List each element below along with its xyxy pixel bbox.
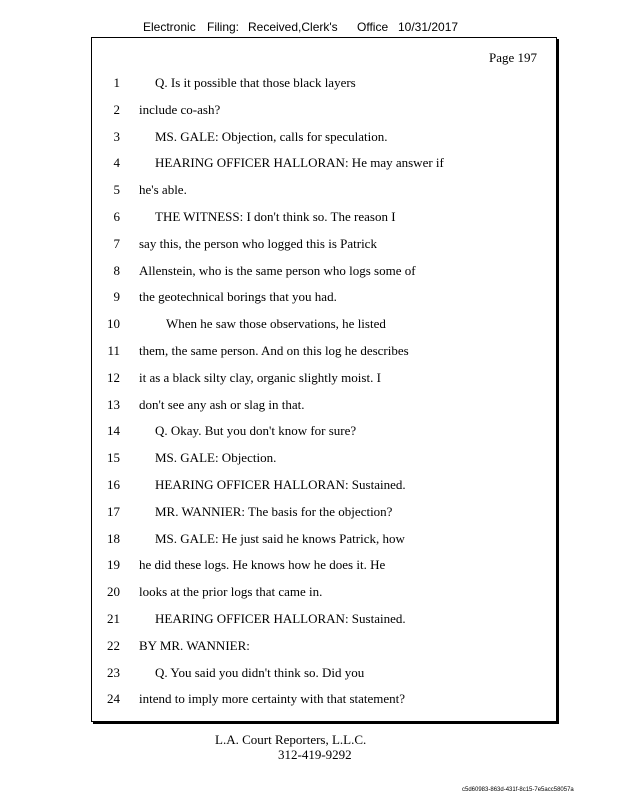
line-number: 17 [107, 503, 120, 519]
line-number: 7 [113, 235, 120, 251]
reporter-phone: 312-419-9292 [278, 747, 352, 762]
line-text: When he saw those observations, he listed [166, 316, 386, 332]
line-text: MS. GALE: He just said he knows Patrick, how [155, 530, 405, 546]
line-text: MS. GALE: Objection, calls for speculation. [155, 128, 388, 144]
line-text: MR. WANNIER: The basis for the objection? [155, 503, 393, 519]
filing-received: Received,Clerk's [248, 20, 338, 34]
line-number: 20 [107, 584, 120, 600]
line-number: 5 [113, 182, 120, 198]
filing-label: Filing: [207, 20, 240, 34]
line-text: THE WITNESS: I don't think so. The reason I [155, 209, 396, 224]
line-text: Q. You said you didn't think so. Did you [155, 664, 365, 680]
transcript-page [91, 37, 557, 722]
filing-date: 10/31/2017 [398, 20, 459, 34]
line-text: Allenstein, who is the same person who logs some of [139, 262, 416, 278]
line-number: 1 [113, 75, 120, 90]
line-text: Q. Okay. But you don't know for sure? [155, 423, 357, 439]
line-number: 3 [113, 128, 120, 144]
line-number: 19 [107, 557, 120, 573]
page-number: Page 197 [488, 50, 537, 65]
line-text: HEARING OFFICER HALLORAN: Sustained. [155, 611, 406, 626]
line-number: 23 [107, 664, 120, 680]
document-hash: c5d60983-863d-431f-8c15-7e5acc58057a [462, 787, 574, 793]
line-number: 15 [107, 450, 120, 466]
line-text: include co-ash? [139, 101, 221, 117]
line-text: Q. Is it possible that those black layers [155, 75, 356, 90]
line-text: MS. GALE: Objection. [155, 450, 277, 466]
line-text: HEARING OFFICER HALLORAN: He may answer if [155, 155, 444, 171]
line-text: it as a black silty clay, organic slightly moist. I [139, 369, 381, 385]
line-number: 13 [107, 396, 120, 412]
line-number: 22 [107, 637, 120, 653]
line-text: he's able. [139, 182, 187, 198]
filing-stamp [0, 20, 618, 38]
line-text: HEARING OFFICER HALLORAN: Sustained. [155, 477, 406, 492]
line-number: 12 [107, 369, 120, 385]
line-text: he did these logs. He knows how he does it. He [139, 557, 386, 573]
line-number: 21 [107, 611, 120, 626]
line-number: 24 [107, 691, 120, 707]
line-number: 9 [113, 289, 120, 305]
line-text: the geotechnical borings that you had. [139, 289, 337, 305]
line-number: 6 [113, 209, 120, 224]
line-text: don't see any ash or slag in that. [139, 396, 305, 412]
line-text: BY MR. WANNIER: [139, 637, 250, 653]
line-number: 10 [107, 316, 120, 332]
line-number: 2 [113, 101, 120, 117]
filing-office: Office [357, 20, 389, 34]
line-number: 4 [113, 155, 120, 171]
line-number: 11 [107, 343, 120, 358]
line-number: 14 [107, 423, 120, 439]
line-text: looks at the prior logs that came in. [139, 584, 323, 600]
filing-electronic: Electronic [143, 20, 196, 34]
line-text: intend to imply more certainty with that statement? [139, 691, 406, 707]
line-number: 18 [107, 530, 120, 546]
line-number: 16 [107, 477, 120, 492]
line-text: them, the same person. And on this log he describes [139, 343, 409, 358]
reporter-company: L.A. Court Reporters, L.L.C. [215, 732, 367, 747]
line-text: say this, the person who logged this is Patrick [139, 235, 377, 251]
line-number: 8 [113, 262, 120, 278]
